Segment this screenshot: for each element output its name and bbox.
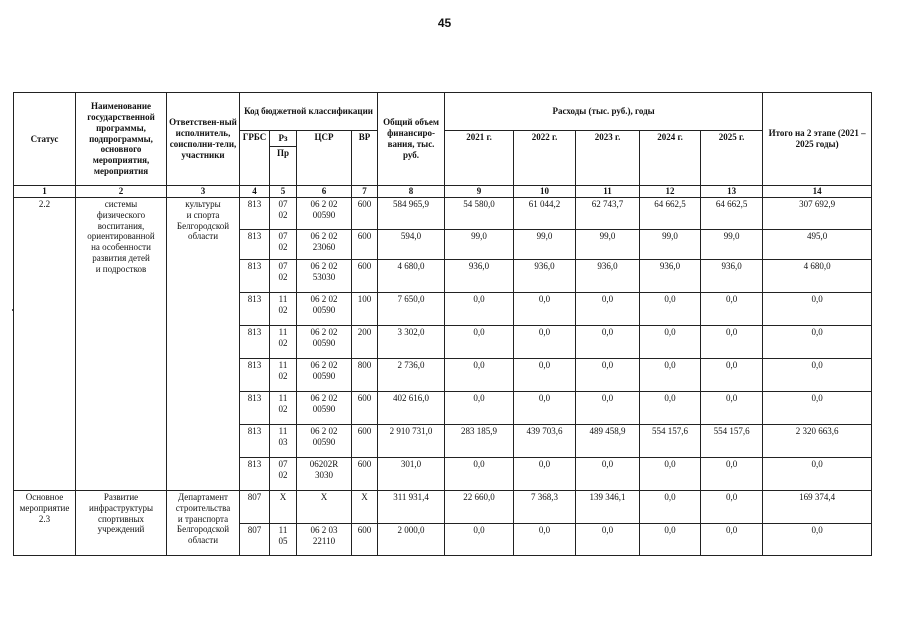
year-2022-cell: 99,0 xyxy=(514,230,576,260)
year-2023-cell: 0,0 xyxy=(576,392,640,425)
vr-cell: 600 xyxy=(352,198,378,230)
year-2022-cell: 439 703,6 xyxy=(514,425,576,458)
header-total-volume: Общий объем финансиро-вания, тыс. руб. xyxy=(378,93,445,186)
csr-value-line2: 00590 xyxy=(312,436,336,447)
total-volume-cell: 2 000,0 xyxy=(378,524,445,556)
vr-cell: 600 xyxy=(352,524,378,556)
name-line: Развитие xyxy=(103,492,139,502)
year-2024-cell: 0,0 xyxy=(640,293,701,326)
stage-total-cell: 307 692,9 xyxy=(763,198,872,230)
stage-total-cell: 0,0 xyxy=(763,524,872,556)
year-2024-cell: 0,0 xyxy=(640,392,701,425)
csr-cell xyxy=(297,425,352,458)
year-2023-cell: 0,0 xyxy=(576,359,640,392)
rz-pr-cell xyxy=(270,230,297,260)
column-number: 5 xyxy=(270,186,297,198)
year-2022-cell: 61 044,2 xyxy=(514,198,576,230)
column-number: 6 xyxy=(297,186,352,198)
column-number: 4 xyxy=(240,186,270,198)
rz-pr-cell xyxy=(270,198,297,230)
status-line: Основное xyxy=(25,492,64,502)
grbs-cell: 813 xyxy=(240,198,270,230)
responsible-line: области xyxy=(187,231,219,242)
year-2024-cell: 99,0 xyxy=(640,230,701,260)
year-2025-cell: 0,0 xyxy=(701,359,763,392)
csr-value-line1: 06 2 02 xyxy=(310,327,338,337)
year-2025-cell: 0,0 xyxy=(701,293,763,326)
header-pr: Пр xyxy=(270,147,297,186)
budget-table xyxy=(13,92,872,556)
csr-value-line1: 06 2 03 xyxy=(310,525,338,535)
year-2022-cell: 7 368,3 xyxy=(514,491,576,524)
rz-pr-cell xyxy=(270,359,297,392)
csr-cell xyxy=(297,392,352,425)
total-volume-cell: 2 736,0 xyxy=(378,359,445,392)
year-2025-cell: 936,0 xyxy=(701,260,763,293)
rz-pr-cell xyxy=(270,392,297,425)
grbs-cell: 813 xyxy=(240,293,270,326)
year-2023-cell: 99,0 xyxy=(576,230,640,260)
rz-pr-cell xyxy=(270,293,297,326)
stage-total-cell: 4 680,0 xyxy=(763,260,872,293)
header-vr: ВР xyxy=(352,131,378,186)
csr-value-line1: 06 2 02 xyxy=(310,393,338,403)
rz-value: 11 xyxy=(278,393,288,403)
name-line: на особенности xyxy=(91,242,151,253)
pr-value: 02 xyxy=(278,304,288,315)
name-cell xyxy=(76,198,167,491)
rz-value: 07 xyxy=(278,261,288,271)
vr-cell: 600 xyxy=(352,260,378,293)
grbs-cell: 813 xyxy=(240,359,270,392)
year-2025-cell: 0,0 xyxy=(701,392,763,425)
responsible-line: Департамент xyxy=(178,492,228,502)
header-status: Статус xyxy=(14,93,76,186)
year-2023-cell: 0,0 xyxy=(576,293,640,326)
status-cell xyxy=(14,198,76,491)
csr-value-line1: 06 2 02 xyxy=(310,360,338,370)
grbs-cell: 813 xyxy=(240,326,270,359)
year-2025-cell: 0,0 xyxy=(701,458,763,491)
year-2021-cell: 22 660,0 xyxy=(445,491,514,524)
name-line: воспитания, xyxy=(97,220,145,231)
rz-value: X xyxy=(279,492,287,502)
total-volume-cell: 584 965,9 xyxy=(378,198,445,230)
year-2023-cell: 936,0 xyxy=(576,260,640,293)
csr-value-line1: 06 2 02 xyxy=(310,231,338,241)
column-number: 13 xyxy=(701,186,763,198)
responsible-line: и транспорта xyxy=(177,513,229,524)
total-volume-cell: 2 910 731,0 xyxy=(378,425,445,458)
name-line: системы xyxy=(104,199,138,209)
header-rz: Рз xyxy=(270,131,297,147)
year-2022-cell: 0,0 xyxy=(514,458,576,491)
pr-value: 02 xyxy=(278,370,288,381)
year-2021-cell: 0,0 xyxy=(445,359,514,392)
rz-value: 11 xyxy=(278,525,288,535)
csr-value-line2: 00590 xyxy=(312,370,336,381)
rz-value: 11 xyxy=(278,426,288,436)
vr-cell: 100 xyxy=(352,293,378,326)
csr-cell xyxy=(297,326,352,359)
csr-value-line2: 53030 xyxy=(312,271,336,282)
responsible-cell xyxy=(167,198,240,491)
csr-cell xyxy=(297,359,352,392)
page-number: 45 xyxy=(437,16,452,30)
pr-value: 02 xyxy=(278,209,288,220)
status-line: мероприятие xyxy=(19,502,70,513)
responsible-line: Белгородской xyxy=(176,220,230,231)
year-2023-cell: 0,0 xyxy=(576,458,640,491)
grbs-cell: 813 xyxy=(240,425,270,458)
csr-value-line1: 06 2 02 xyxy=(310,426,338,436)
csr-cell xyxy=(297,198,352,230)
csr-cell xyxy=(297,260,352,293)
responsible-line: культуры xyxy=(185,199,221,209)
column-number: 3 xyxy=(167,186,240,198)
vr-cell: 800 xyxy=(352,359,378,392)
csr-value-line2: 00590 xyxy=(312,304,336,315)
stage-total-cell: 495,0 xyxy=(763,230,872,260)
pr-value: 02 xyxy=(278,469,288,480)
year-2024-cell: 64 662,5 xyxy=(640,198,701,230)
csr-value-line2: 22110 xyxy=(312,535,336,546)
csr-value-line1: 06 2 02 xyxy=(310,261,338,271)
rz-pr-cell xyxy=(270,260,297,293)
csr-value-line1: X xyxy=(320,492,328,502)
rz-value: 11 xyxy=(278,327,288,337)
name-line: ориентированной xyxy=(87,231,155,242)
year-2023-cell: 0,0 xyxy=(576,524,640,556)
stage-total-cell: 0,0 xyxy=(763,359,872,392)
column-number: 9 xyxy=(445,186,514,198)
rz-pr-cell xyxy=(270,491,297,524)
vr-cell: 200 xyxy=(352,326,378,359)
csr-value-line1: 06 2 02 xyxy=(310,199,338,209)
year-2025-cell: 0,0 xyxy=(701,326,763,359)
year-2024-cell: 0,0 xyxy=(640,359,701,392)
year-2025-cell: 64 662,5 xyxy=(701,198,763,230)
pr-value: 03 xyxy=(278,436,288,447)
year-2023-cell: 62 743,7 xyxy=(576,198,640,230)
header-responsible: Ответствен-ный исполнитель, соисполни-тели, участники xyxy=(167,93,240,186)
budget-table-body xyxy=(14,198,872,556)
csr-value-line2: 00590 xyxy=(312,403,336,414)
header-year-2022: 2022 г. xyxy=(514,131,576,186)
column-number: 10 xyxy=(514,186,576,198)
grbs-cell: 813 xyxy=(240,392,270,425)
year-2021-cell: 0,0 xyxy=(445,326,514,359)
csr-cell xyxy=(297,524,352,556)
header-budget-code: Код бюджетной классификации xyxy=(240,93,378,131)
column-number-row xyxy=(14,186,872,198)
rz-value: 07 xyxy=(278,199,288,209)
pr-value: 02 xyxy=(278,403,288,414)
name-line: инфраструктуры xyxy=(89,502,153,513)
year-2022-cell: 0,0 xyxy=(514,524,576,556)
vr-cell: 600 xyxy=(352,458,378,491)
vr-cell: 600 xyxy=(352,392,378,425)
year-2021-cell: 936,0 xyxy=(445,260,514,293)
rz-pr-cell xyxy=(270,425,297,458)
csr-cell xyxy=(297,491,352,524)
header-year-2025: 2025 г. xyxy=(701,131,763,186)
rz-value: 07 xyxy=(278,231,288,241)
status-text: 2.2 xyxy=(38,199,51,209)
column-number: 12 xyxy=(640,186,701,198)
status-line: 2.3 xyxy=(38,513,51,524)
rz-pr-cell xyxy=(270,326,297,359)
year-2021-cell: 0,0 xyxy=(445,392,514,425)
name-line: спортивных xyxy=(97,513,145,524)
pr-value: 02 xyxy=(278,241,288,252)
table-row xyxy=(14,198,872,230)
year-2022-cell: 0,0 xyxy=(514,359,576,392)
column-number: 7 xyxy=(352,186,378,198)
stage-total-cell: 169 374,4 xyxy=(763,491,872,524)
pr-value: 05 xyxy=(278,535,288,546)
column-number: 14 xyxy=(763,186,872,198)
year-2022-cell: 936,0 xyxy=(514,260,576,293)
year-2021-cell: 0,0 xyxy=(445,458,514,491)
year-2024-cell: 0,0 xyxy=(640,458,701,491)
responsible-line: и спорта xyxy=(186,209,220,220)
year-2024-cell: 0,0 xyxy=(640,524,701,556)
total-volume-cell: 301,0 xyxy=(378,458,445,491)
year-2023-cell: 139 346,1 xyxy=(576,491,640,524)
stage-total-cell: 0,0 xyxy=(763,326,872,359)
table-row xyxy=(14,491,872,524)
column-number: 2 xyxy=(76,186,167,198)
name-line: учреждений xyxy=(97,524,145,535)
column-number: 8 xyxy=(378,186,445,198)
header-year-2021: 2021 г. xyxy=(445,131,514,186)
year-2022-cell: 0,0 xyxy=(514,392,576,425)
pr-value: 02 xyxy=(278,337,288,348)
year-2025-cell: 0,0 xyxy=(701,524,763,556)
total-volume-cell: 3 302,0 xyxy=(378,326,445,359)
csr-cell xyxy=(297,458,352,491)
vr-cell: 600 xyxy=(352,425,378,458)
csr-value-line1: 06202R xyxy=(309,459,339,469)
stage-total-cell: 0,0 xyxy=(763,392,872,425)
year-2025-cell: 99,0 xyxy=(701,230,763,260)
year-2024-cell: 0,0 xyxy=(640,491,701,524)
rz-pr-cell xyxy=(270,524,297,556)
total-volume-cell: 4 680,0 xyxy=(378,260,445,293)
year-2025-cell: 0,0 xyxy=(701,491,763,524)
rz-pr-cell xyxy=(270,458,297,491)
responsible-line: строительства xyxy=(175,502,231,513)
total-volume-cell: 402 616,0 xyxy=(378,392,445,425)
year-2024-cell: 936,0 xyxy=(640,260,701,293)
stage-total-cell: 2 320 663,6 xyxy=(763,425,872,458)
csr-value-line1: 06 2 02 xyxy=(310,294,338,304)
stage-total-cell: 0,0 xyxy=(763,293,872,326)
year-2021-cell: 283 185,9 xyxy=(445,425,514,458)
csr-cell xyxy=(297,293,352,326)
vr-cell: 600 xyxy=(352,230,378,260)
csr-cell xyxy=(297,230,352,260)
header-grbs: ГРБС xyxy=(240,131,270,186)
grbs-cell: 813 xyxy=(240,260,270,293)
column-number: 1 xyxy=(14,186,76,198)
grbs-cell: 807 xyxy=(240,524,270,556)
header-csr: ЦСР xyxy=(297,131,352,186)
year-2023-cell: 489 458,9 xyxy=(576,425,640,458)
csr-value-line2: 00590 xyxy=(312,337,336,348)
year-2024-cell: 0,0 xyxy=(640,326,701,359)
rz-value: 07 xyxy=(278,459,288,469)
header-name: Наименование государственной программы, подпрограммы, основного мероприятия, мероприятия xyxy=(76,93,167,186)
grbs-cell: 807 xyxy=(240,491,270,524)
header-year-2024: 2024 г. xyxy=(640,131,701,186)
csr-value-line2: 23060 xyxy=(312,241,336,252)
total-volume-cell: 594,0 xyxy=(378,230,445,260)
year-2022-cell: 0,0 xyxy=(514,293,576,326)
responsible-line: области xyxy=(187,535,219,546)
year-2021-cell: 0,0 xyxy=(445,524,514,556)
name-line: физического xyxy=(96,209,146,220)
year-2023-cell: 0,0 xyxy=(576,326,640,359)
year-2021-cell: 54 580,0 xyxy=(445,198,514,230)
year-2025-cell: 554 157,6 xyxy=(701,425,763,458)
header-stage-total: Итого на 2 этапе (2021 – 2025 годы) xyxy=(763,93,872,186)
name-cell xyxy=(76,491,167,556)
year-2024-cell: 554 157,6 xyxy=(640,425,701,458)
year-2021-cell: 99,0 xyxy=(445,230,514,260)
stage-total-cell: 0,0 xyxy=(763,458,872,491)
rz-value: 11 xyxy=(278,294,288,304)
status-cell xyxy=(14,491,76,556)
year-2021-cell: 0,0 xyxy=(445,293,514,326)
header-year-2023: 2023 г. xyxy=(576,131,640,186)
name-line: развития детей xyxy=(92,252,150,263)
grbs-cell: 813 xyxy=(240,230,270,260)
csr-value-line2: 3030 xyxy=(315,469,333,480)
total-volume-cell: 7 650,0 xyxy=(378,293,445,326)
vr-cell: X xyxy=(352,491,378,524)
responsible-line: Белгородской xyxy=(176,524,230,535)
rz-value: 11 xyxy=(278,360,288,370)
year-2022-cell: 0,0 xyxy=(514,326,576,359)
header-expenses: Расходы (тыс. руб.), годы xyxy=(445,93,763,131)
pr-value: 02 xyxy=(278,271,288,282)
responsible-cell xyxy=(167,491,240,556)
name-line: и подростков xyxy=(95,263,147,274)
csr-value-line2: 00590 xyxy=(312,209,336,220)
column-number: 11 xyxy=(576,186,640,198)
total-volume-cell: 311 931,4 xyxy=(378,491,445,524)
grbs-cell: 813 xyxy=(240,458,270,491)
